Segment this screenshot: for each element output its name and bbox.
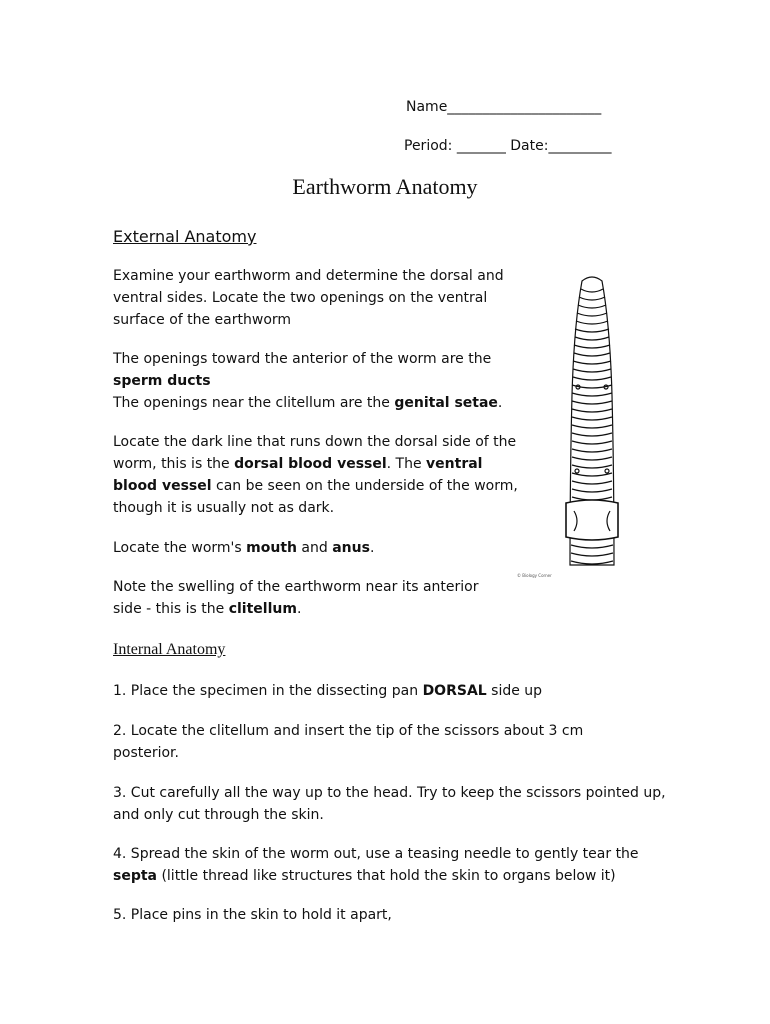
text: The openings near the clitellum are the [113,395,395,411]
text: side up [486,683,543,699]
text: 4. Spread the skin of the worm out, use a teasing needle to gently tear the [113,846,639,862]
paragraph-examine: Examine your earthworm and determine the dorsal and ventral sides. Locate the two openings on the ventral surface of the earthworm [113,268,504,328]
page-title: Earthworm Anatomy [292,174,478,199]
clitellum-band [566,500,618,540]
name-field-line: Name______________________ [406,99,602,115]
term-septa: septa [113,868,157,884]
paragraph-mouth-anus [113,537,518,559]
term-dorsal: DORSAL [422,683,487,699]
text: . [296,601,302,617]
paragraph-blood-vessels [113,431,518,519]
step-5: 5. Place pins in the skin to hold it apart, [113,907,392,923]
paragraph-openings [113,348,518,414]
step-2: 2. Locate the clitellum and insert the tip of the scissors about 3 cm posterior. [113,723,584,761]
text: Locate the dark line that runs down the dorsal side of the worm, this is the [113,434,517,472]
text: and [296,540,333,556]
step-4 [113,843,673,887]
internal-anatomy-heading: Internal Anatomy [113,641,226,658]
earthworm-illustration [548,275,638,575]
text: The openings toward the anterior of the worm are the [113,351,492,367]
text: Locate the worm's [113,540,247,556]
text: . [369,540,375,556]
text: (little thread like structures that hold the skin to organs below it) [157,868,616,884]
external-anatomy-heading: External Anatomy [113,227,257,246]
term-dorsal-blood-vessel: dorsal blood vessel [234,456,387,472]
term-sperm-ducts: sperm ducts [113,373,211,389]
term-ventral-blood-vessel: ventral blood vessel [113,456,483,494]
step-3: 3. Cut carefully all the way up to the head. Try to keep the scissors pointed up, and only cut through the skin. [113,785,666,823]
term-genital-setae: genital setae [394,395,498,411]
step-1 [113,680,673,702]
illustration-credit: © Biology Corner [517,573,552,578]
text: . [497,395,503,411]
text: Note the swelling of the earthworm near its anterior side - this is the [113,579,479,617]
text: . The [386,456,427,472]
term-clitellum: clitellum [228,601,297,617]
term-mouth: mouth [246,540,297,556]
term-anus: anus [332,540,370,556]
period-date-line: Period: _______ Date:_________ [404,138,612,154]
paragraph-clitellum [113,576,498,620]
text: 1. Place the specimen in the dissecting pan [113,683,423,699]
text: can be seen on the underside of the worm, though it is usually not as dark. [113,478,518,516]
